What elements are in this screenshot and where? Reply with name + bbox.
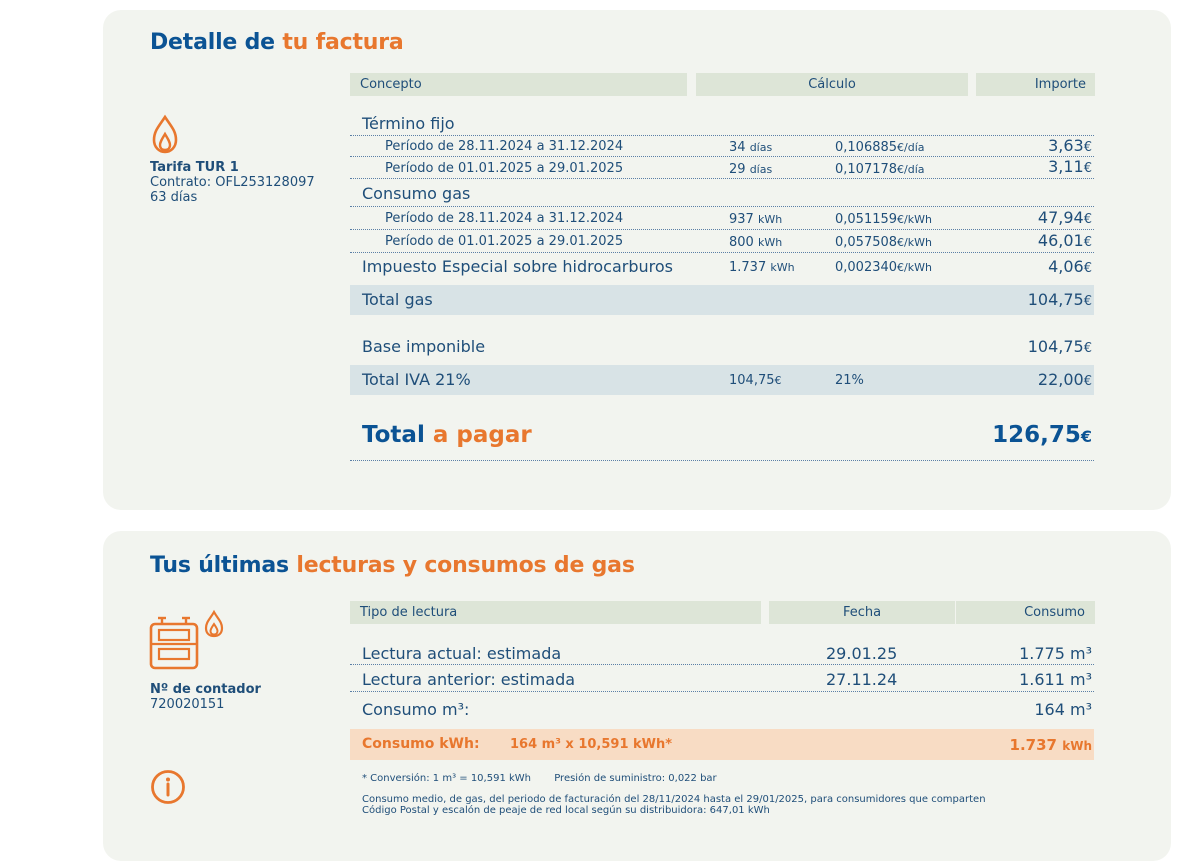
consumption-kwh-value: 1.737 [1009,736,1057,754]
line-currency: € [1083,341,1092,356]
note-pressure: Presión de suministro: 0,022 bar [554,773,717,784]
invoice-line [350,157,1094,179]
line-amount: 46,01 [1037,231,1084,250]
line-qty: 29 [729,162,746,177]
base-amount: 104,75 [1027,337,1084,356]
total-gas-row [350,285,1094,315]
gas-meter-icon [148,609,228,673]
note-conversion: * Conversión: 1 m³ = 10,591 kWh [362,773,532,784]
iva-row [350,365,1094,395]
invoice-line [350,230,1094,253]
total-gas-label: Total gas [362,290,433,309]
line-currency: € [1083,212,1092,227]
line-qty-unit: kWh [757,236,783,249]
reading-row [350,665,1094,692]
header-date: Fecha [769,601,955,624]
iva-rate: 21% [835,373,864,388]
invoice-line [350,207,1094,230]
line-currency: € [774,374,782,387]
line-qty: 937 [729,212,754,227]
total-label [362,422,532,448]
reading-type: Lectura actual: estimada [362,644,562,663]
invoice-line [350,136,1094,157]
header-type: Tipo de lectura [350,601,761,624]
reading-date: 27.11.24 [826,670,898,689]
header-concept: Concepto [350,73,687,96]
reading-type: Lectura anterior: estimada [362,670,576,689]
line-currency: € [1083,294,1092,309]
line-amount: 4,06 [1048,257,1084,276]
meter-info [150,682,261,712]
billing-days: 63 días [150,190,198,205]
iva-base: 104,75 [729,373,775,388]
tariff-name: Tarifa TUR 1 [150,160,239,175]
consumption-kwh-formula: 164 m³ x 10,591 kWh* [510,737,673,752]
header-calc: Cálculo [696,73,968,96]
line-period: Período de 01.01.2025 a 29.01.2025 [385,161,624,176]
line-amount: 47,94 [1037,208,1084,227]
line-price-unit: €/día [897,163,925,176]
total-label-highlight: a pagar [432,422,532,448]
line-currency: € [1083,235,1092,250]
invoice-title-part1: Detalle de [150,30,275,55]
section-label: Consumo gas [362,184,471,203]
reading-row [350,639,1094,665]
contract-info [150,160,315,205]
line-currency: € [1083,140,1092,155]
readings-title-highlight: lecturas y consumos de gas [296,553,635,578]
reading-value: 1.775 m³ [1019,644,1092,663]
consumption-kwh-row [350,729,1094,760]
header-amount: Importe [976,73,1095,96]
line-amount: 3,63 [1048,136,1084,155]
line-price: 0,107178 [835,162,898,177]
section-fixed-term [350,111,1094,136]
total-label-part1: Total [362,422,425,448]
total-to-pay-row [350,412,1094,461]
consumption-m3-row [350,693,1094,723]
readings-title [150,553,635,578]
tax-label: Impuesto Especial sobre hidrocarburos [362,257,673,276]
line-price: 0,002340 [835,260,898,275]
meter-label: Nº de contador [150,682,261,697]
note-average-line2: Código Postal y escalón de peaje de red local según su distribuidora: 647,01 kWh [362,805,770,816]
consumption-kwh-unit: kWh [1062,739,1092,753]
line-amount: 3,11 [1048,157,1084,176]
line-period: Período de 28.11.2024 a 31.12.2024 [385,211,624,226]
iva-label: Total IVA 21% [362,370,471,389]
section-label: Término fijo [362,114,455,133]
total-amount: 126,75 [992,422,1081,448]
reading-date: 29.01.25 [826,644,898,663]
note-average-line1: Consumo medio, de gas, del periodo de facturación del 28/11/2024 hasta el 29/01/2025, para consumidores que comparten [362,794,986,805]
total-gas-amount: 104,75 [1027,290,1084,309]
line-qty: 800 [729,235,754,250]
invoice-title-highlight: tu factura [282,30,404,55]
line-currency: € [1083,261,1092,276]
total-currency: € [1080,427,1092,446]
line-qty-unit: kWh [757,213,783,226]
line-period: Período de 01.01.2025 a 29.01.2025 [385,234,624,249]
consumption-m3-value: 164 m³ [1034,700,1092,719]
line-qty-unit: días [749,141,773,154]
line-qty-unit: días [749,163,773,176]
invoice-line-tax [350,253,1094,283]
readings-title-part1: Tus últimas [150,553,289,578]
reading-value: 1.611 m³ [1019,670,1092,689]
line-price-unit: €/kWh [897,213,932,226]
invoice-detail-card [103,10,1171,510]
conversion-note [362,773,717,784]
line-price-unit: €/kWh [897,236,932,249]
iva-amount: 22,00 [1037,370,1084,389]
line-currency: € [1083,374,1092,389]
base-row [350,332,1094,362]
line-currency: € [1083,161,1092,176]
contract-number: Contrato: OFL253128097 [150,175,315,190]
info-icon[interactable] [150,769,186,805]
section-consumption [350,179,1094,207]
line-period: Período de 28.11.2024 a 31.12.2024 [385,139,624,154]
line-price-unit: €/día [897,141,925,154]
base-label: Base imponible [362,337,486,356]
line-qty: 34 [729,140,746,155]
line-qty-unit: kWh [770,261,795,274]
invoice-title [150,30,404,55]
line-price-unit: €/kWh [897,261,932,274]
meter-number: 720020151 [150,697,225,712]
line-price: 0,106885 [835,140,898,155]
readings-card [103,531,1171,861]
header-consumption: Consumo [956,601,1095,624]
line-qty: 1.737 [729,260,767,275]
average-note [362,794,986,816]
consumption-m3-label: Consumo m³: [362,700,470,719]
line-price: 0,057508 [835,235,898,250]
consumption-kwh-label: Consumo kWh: [362,736,480,752]
line-price: 0,051159 [835,212,898,227]
flame-icon [150,114,180,154]
